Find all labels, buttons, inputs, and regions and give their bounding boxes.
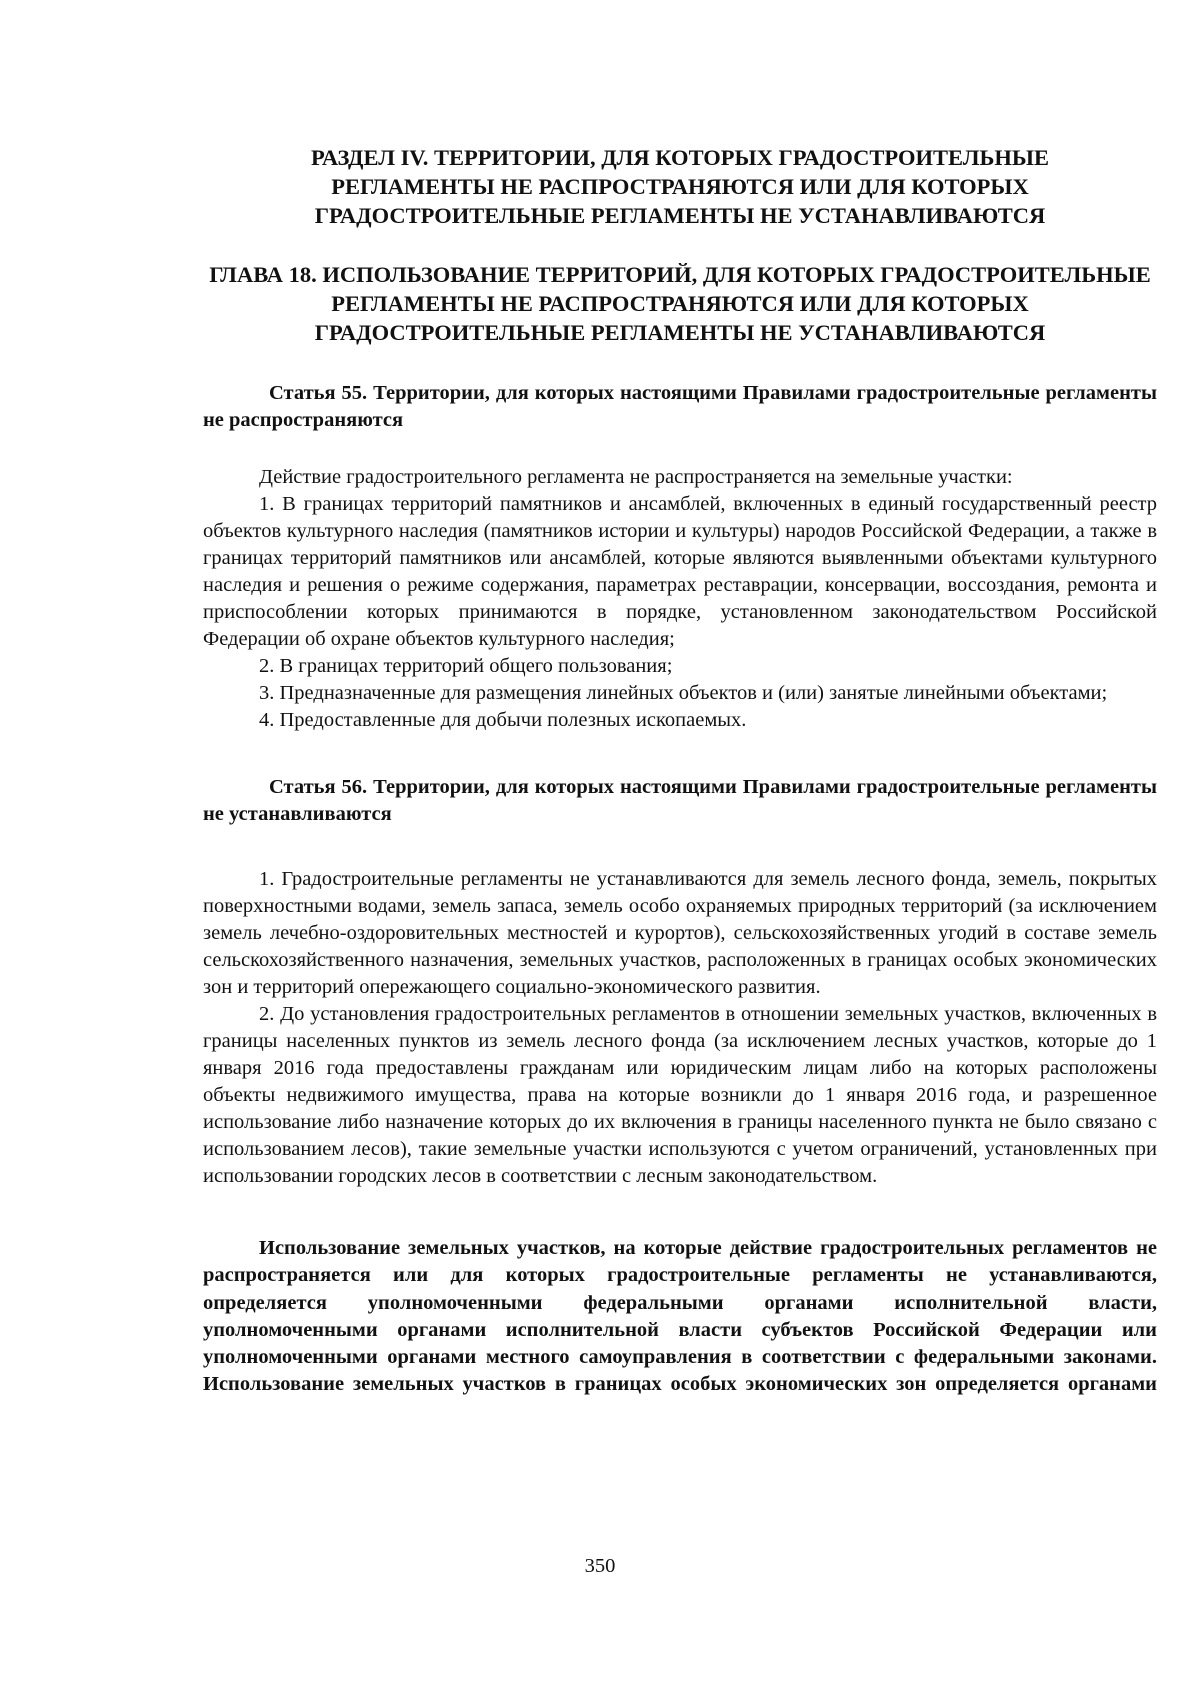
article-55-title: Статья 55. Территории, для которых настоящими Правилами градостроительные регламенты не распространяются xyxy=(203,382,1157,431)
article-55-item-2: 2. В границах территорий общего пользования; xyxy=(259,655,673,677)
article-56-title: Статья 56. Территории, для которых настоящими Правилами градостроительные регламенты не устанавливаются xyxy=(203,776,1157,825)
article-56-item-2: 2. До установления градостроительных регламентов в отношении земельных участков, включенных в границы населенных пунктов из земель лесного фонда (за исключением лесных участков, которые до 1 января 2016 года предоставлены гражданам или юридическим лицам либо на которых расположены объекты недвижимого имущества, права на которые возникли до 1 января 2016 года, и разрешенное использование либо назначение которых до их включения в границы населенного пункта не было связано с использованием лесов), такие земельные участки используются с учетом ограничений, установленных при использовании городских лесов в соответствии с лесным законодательством. xyxy=(203,1003,1157,1187)
article-55-item-3: 3. Предназначенные для размещения линейных объектов и (или) занятые линейными объектами; xyxy=(259,682,1108,704)
chapter-title: ГЛАВА 18. ИСПОЛЬЗОВАНИЕ ТЕРРИТОРИЙ, ДЛЯ КОТОРЫХ ГРАДОСТРОИТЕЛЬНЫЕ РЕГЛАМЕНТЫ НЕ РАСПРОСТРАНЯЮТСЯ ИЛИ ДЛЯ КОТОРЫХ ГРАДОСТРОИТЕЛЬНЫЕ РЕГЛАМЕНТЫ НЕ УСТАНАВЛИВАЮТСЯ xyxy=(209,262,1151,345)
document-body xyxy=(203,143,1157,1399)
article-55-item-1: 1. В границах территорий памятников и ансамблей, включенных в единый государственный реестр объектов культурного наследия (памятников истории и культуры) народов Российской Федерации, а также в границах территорий памятников или ансамблей, которые являются выявленными объектами культурного наследия и решения о режиме содержания, параметрах реставрации, консервации, воссоздания, ремонта и приспособлении которых принимаются в порядке, установленном законодательством Российской Федерации об охране объектов культурного наследия; xyxy=(203,493,1157,650)
page-number: 350 xyxy=(584,1555,616,1577)
article-55-item-4: 4. Предоставленные для добычи полезных ископаемых. xyxy=(259,709,747,731)
section-title: РАЗДЕЛ IV. ТЕРРИТОРИИ, ДЛЯ КОТОРЫХ ГРАДОСТРОИТЕЛЬНЫЕ РЕГЛАМЕНТЫ НЕ РАСПРОСТРАНЯЮТСЯ ИЛИ ДЛЯ КОТОРЫХ ГРАДОСТРОИТЕЛЬНЫЕ РЕГЛАМЕНТЫ НЕ УСТАНАВЛИВАЮТСЯ xyxy=(310,145,1050,228)
article-55-paragraph: Действие градостроительного регламента не распространяется на земельные участки: xyxy=(259,466,1013,488)
article-56-item-1: 1. Градостроительные регламенты не устанавливаются для земель лесного фонда, земель, покрытых поверхностными водами, земель запаса, земель особо охраняемых природных территорий (за исключением земель лечебно-оздоровительных местностей и курортов), сельскохозяйственных угодий в составе земель сельскохозяйственного назначения, земельных участков, расположенных в границах особых экономических зон и территорий опережающего социально-экономического развития. xyxy=(203,868,1157,998)
closing-bold-paragraph: Использование земельных участков, на которые действие градостроительных регламентов не распространяется или для которых градостроительные регламенты не устанавливаются, определяется уполномоченными федеральными органами исполнительной власти, уполномоченными органами исполнительной власти субъектов Российской Федерации или уполномоченными органами местного самоуправления в соответствии с федеральными законами. Использование земельных участков в границах особых экономических зон определяется органами xyxy=(203,1237,1157,1396)
